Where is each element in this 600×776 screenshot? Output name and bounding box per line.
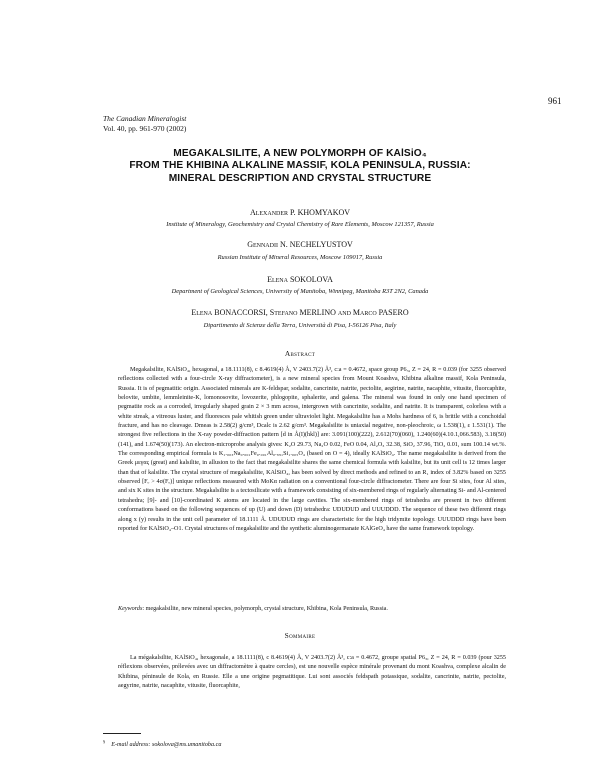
author-name: Alexander P. KHOMYAKOV: [249, 208, 351, 217]
abstract-heading: Abstract: [284, 349, 316, 358]
author-name: Elena BONACCORSI, Stefano MERLINO and Marco PASERO: [191, 308, 409, 317]
sommaire-heading: Sommaire: [284, 631, 316, 640]
title-line: FROM THE KHIBINA ALKALINE MASSIF, KOLA PENINSULA, RUSSIA:: [129, 160, 471, 172]
title-line: MEGAKALSILITE, A NEW POLYMORPH OF KAlSiO₄: [173, 148, 427, 159]
author-affiliation: Dipartimento di Scienze della Terra, Università di Pisa, I-56126 Pisa, Italy: [203, 322, 397, 329]
sommaire-text: La mégakalsilite, KAlSiO₄, hexagonale, a 18.1111(8), c 8.4619(4) Å, V 2403.7(2) Å³, c:a = 0.4672, groupe spatial P6₃, Z = 24, R = 0.039 (pour 3255 réflexions observées, prélevées avec un diffractomètre à quatre cercles), est une nouvelle espèce minérale provenant du mont Koashva, complexe alcalin de Khibina, péninsule de Kola, en Russie. Elle a une origine pegmatitique. Lui sont associés feldspath potassique, sodalite, cancrinite, natrite, pectolite, aegyrine, natrite, nacaphite, vitusite, fluorcaphite,: [118, 655, 506, 690]
abstract-text: Megakalsilite, KAlSiO₄, hexagonal, a 18.1111(8), c 8.4619(4) Å, V 2403.7(2) Å³, c:a = 0.4672, space group P6₃, Z = 24, R = 0.039 (for 3255 observed reflections collected with a four-circle X-ray diffractometer), is a new mineral species from Mount Koashva, Khibina alkaline massif, Kola Peninsula, Russia. It is of pegmatitic origin. Associated minerals are K-feldspar, sodalite, cancrinite, natrite, pectolite, aegirine, natrite, nacaphite, vitusite, fluorcaphite, belovite, umbite, lemmleinite-K, lomonosovite, lovozerite, phlogopite, sphalerite, and galena. The mineral was found in only one hand specimen of pegmatite rock as a corroded, irregularly shaped grain 2 × 3 mm across, intergrown with cancrinite, sodalite, and natrite. It is transparent, colorless with a white streak, a vitreous luster, and fluoresces pale whitish green under ultraviolet light. Megakalsilite has a Mohs hardness of 6, is brittle with a conchoidal fracture, and has no cleavage. Dmeas is 2.58(2) g/cm³, Dcalc is 2.62 g/cm³. Megakalsilite is uniaxial negative, non-pleochroic, ω 1.538(1), ε 1.531(1). The strongest five reflections in the X-ray powder-diffraction pattern [d in Å(I)(hkl)] are: 3.091(100)(222), 2.612(70)(060), 1.240(60)(4.10.1,066.583), 3.18(50)(141), and 1.674(50)(173). An electron-microprobe analysis gives: K₂O 29.73, Na₂O 0.02, FeO 0.04, Al₂O₃ 32.38, SiO₂ 37.96, TiO₂ 0.01, sum 100.14 wt.%. The corresponding empirical formula is K₁.₀₀₃Na₀.₀₀₁Fe₀.₀₀₁Al₀.₉₉₁Si₁.₀₀₅O₄ (based on O = 4), ideally KAlSiO₄. The name megakalsilite is derived from the Greek μεγας (great) and kalsilite, in allusion to the fact that megakalsilite shares the same chemical formula with kalsilite, but its unit cell is 12 times larger than that of kalsilite. The crystal structure of megakalsilite, KAlSiO₄, has been solved by direct methods and refined to an R₁ index of 3.82% based on 3255 observed [Fₒ > 4σ(Fₒ)] unique reflections measured with MoKα radiation on a conventional four-circle diffractometer. There are four Si sites, four Al sites, and six K sites in the structure. Megakalsilite is a tectosilicate with a framework consisting of six-membered rings of regularly alternating Si- and Al-centered tetrahedra; [9]- and [10]-coordinated K atoms are located in the large cavities. The six-membered rings of tetrahedra are present in two different conformations based on the following sequences of up (U) and down (D) tetrahedra: UDUDUD and UUUDDD. The sequence of these two different rings along x (y) results in the unit cell parameter of 18.1111 Å. UDUDUD rings are characteristic for the high tridymite topology. UUUDDD rings have been reported for KAlSiO₄–O1. Crystal structures of megakalsilite and the synthetic aluminogermanate KAlGeO₄ have the same framework topology.: [118, 367, 506, 532]
keywords-label: Keywords: [118, 606, 143, 612]
footnote-rule: [103, 733, 141, 734]
journal-citation: Vol. 40, pp. 961-970 (2002): [103, 124, 187, 133]
paper-title: [90, 148, 510, 185]
sommaire-body: [118, 654, 506, 692]
author-name: Elena SOKOLOVA: [267, 275, 333, 284]
footnote-email[interactable]: E-mail address: sokolova@ms.umanitoba.ca: [111, 742, 222, 749]
footnote-mark: §: [103, 739, 106, 744]
keywords-text: megakalsilite, new mineral species, polymorph, crystal structure, Khibina, Kola Peninsula, Russia.: [145, 606, 388, 612]
title-line: MINERAL DESCRIPTION AND CRYSTAL STRUCTURE: [168, 172, 432, 184]
footnote: [103, 739, 221, 748]
author-affiliation: Institute of Mineralogy, Geochemistry and Crystal Chemistry of Rare Elements, Moscow 121357, Russia: [166, 221, 434, 228]
author-name: Gennadii N. NECHELYUSTOV: [247, 240, 353, 249]
page-number: 961: [548, 96, 562, 106]
keywords: Keywords: megakalsilite, new mineral species, polymorph, crystal structure, Khibina, Kola Peninsula, Russia.: [118, 606, 388, 612]
author-affiliation: Department of Geological Sciences, University of Manitoba, Winnipeg, Manitoba R3T 2N2, Canada: [171, 288, 429, 295]
author-affiliation: Russian Institute of Mineral Resources, Moscow 109017, Russia: [217, 254, 383, 261]
abstract-body: [118, 366, 506, 534]
journal-name: The Canadian Mineralogist: [103, 114, 187, 123]
